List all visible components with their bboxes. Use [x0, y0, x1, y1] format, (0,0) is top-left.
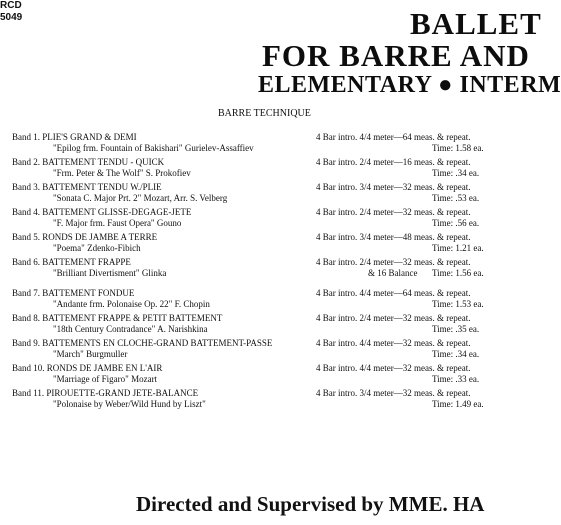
catalog-number — [0, 0, 22, 24]
band-music: "Brilliant Divertisment" Glinka — [53, 268, 167, 278]
band-title: Band 8. BATTEMENT FRAPPE & PETIT BATTEMENT — [12, 313, 223, 323]
band-time: Time: .33 ea. — [432, 374, 480, 384]
band-time: Time: .34 ea. — [432, 168, 480, 178]
band-meter: 4 Bar intro. 2/4 meter—32 meas. & repeat. — [316, 207, 471, 217]
band-music: "Marriage of Figaro" Mozart — [53, 374, 158, 384]
band-meter: 4 Bar intro. 3/4 meter—48 meas. & repeat. — [316, 232, 471, 242]
band-meter: 4 Bar intro. 2/4 meter—32 meas. & repeat. — [316, 313, 471, 323]
band-row — [0, 338, 525, 363]
catalog-code: 5049 — [0, 12, 23, 23]
band-balance: & 16 Balance — [368, 268, 418, 278]
band-row — [0, 257, 525, 288]
band-row — [0, 207, 525, 232]
band-time: Time: 1.56 ea. — [432, 268, 484, 278]
band-meter: 4 Bar intro. 4/4 meter—64 meas. & repeat. — [316, 288, 471, 298]
band-title: Band 10. RONDS DE JAMBE EN L'AIR — [12, 363, 163, 373]
band-meter: 4 Bar intro. 2/4 meter—16 meas. & repeat. — [316, 157, 471, 167]
band-title: Band 2. BATTEMENT TENDU - QUICK — [12, 157, 165, 167]
band-meter: 4 Bar intro. 3/4 meter—32 meas. & repeat. — [316, 388, 471, 398]
band-row — [0, 132, 525, 157]
band-meter: 4 Bar intro. 4/4 meter—32 meas. & repeat. — [316, 363, 471, 373]
section-heading: BARRE TECHNIQUE — [218, 108, 311, 119]
band-time: Time: .53 ea. — [432, 193, 480, 203]
band-row — [0, 157, 525, 182]
band-row — [0, 288, 525, 313]
band-time: Time: 1.58 ea. — [432, 143, 484, 153]
band-row — [0, 182, 525, 207]
band-time: Time: .34 ea. — [432, 349, 480, 359]
band-music: "F. Major frm. Faust Opera" Gouno — [53, 218, 182, 228]
band-title: Band 3. BATTEMENT TENDU W./PLIE — [12, 182, 162, 192]
band-music: "March" Burgmuller — [53, 349, 128, 359]
band-time: Time: 1.21 ea. — [432, 243, 484, 253]
band-music: "Epilog frm. Fountain of Bakishari" Gurielev-Assaffiev — [53, 143, 254, 153]
album-title-line-2: FOR BARRE AND — [262, 38, 530, 73]
album-subtitle: ELEMENTARY ● INTERM — [258, 72, 561, 98]
band-title: Band 9. BATTEMENTS EN CLOCHE-GRAND BATTEMENT-PASSE — [12, 338, 273, 348]
director-credit: Directed and Supervised by MME. HA — [136, 492, 485, 516]
band-title: Band 5. RONDS DE JAMBE A TERRE — [12, 232, 158, 242]
band-title: Band 11. PIROUETTE-GRAND JETE-BALANCE — [12, 388, 199, 398]
band-title: Band 4. BATTEMENT GLISSE-DEGAGE-JETE — [12, 207, 192, 217]
band-music: "Sonata C. Major Prt. 2" Mozart, Arr. S. Velberg — [53, 193, 228, 203]
band-title: Band 6. BATTEMENT FRAPPE — [12, 257, 131, 267]
catalog-prefix: RCD — [0, 0, 22, 11]
band-time: Time: .35 ea. — [432, 324, 480, 334]
band-music: "Polonaise by Weber/Wild Hund by Liszt" — [53, 399, 206, 409]
band-title: Band 7. BATTEMENT FONDUE — [12, 288, 135, 298]
band-music: "18th Century Contradance" A. Narishkina — [53, 324, 208, 334]
band-row — [0, 313, 525, 338]
band-meter: 4 Bar intro. 4/4 meter—32 meas. & repeat. — [316, 338, 471, 348]
band-list — [0, 132, 525, 413]
band-row — [0, 388, 525, 413]
band-row — [0, 232, 525, 257]
album-title-line-1: BALLET — [410, 6, 542, 41]
band-meter: 4 Bar intro. 3/4 meter—32 meas. & repeat. — [316, 182, 471, 192]
band-row — [0, 363, 525, 388]
band-music: "Andante frm. Polonaise Op. 22" F. Chopin — [53, 299, 210, 309]
band-meter: 4 Bar intro. 2/4 meter—32 meas. & repeat. — [316, 257, 471, 267]
band-time: Time: 1.53 ea. — [432, 299, 484, 309]
band-time: Time: .56 ea. — [432, 218, 480, 228]
band-music: "Poema" Zdenko-Fibich — [53, 243, 141, 253]
band-meter: 4 Bar intro. 4/4 meter—64 meas. & repeat. — [316, 132, 471, 142]
band-time: Time: 1.49 ea. — [432, 399, 484, 409]
band-title: Band 1. PLIE'S GRAND & DEMI — [12, 132, 137, 142]
band-music: "Frm. Peter & The Wolf" S. Prokofiev — [53, 168, 191, 178]
